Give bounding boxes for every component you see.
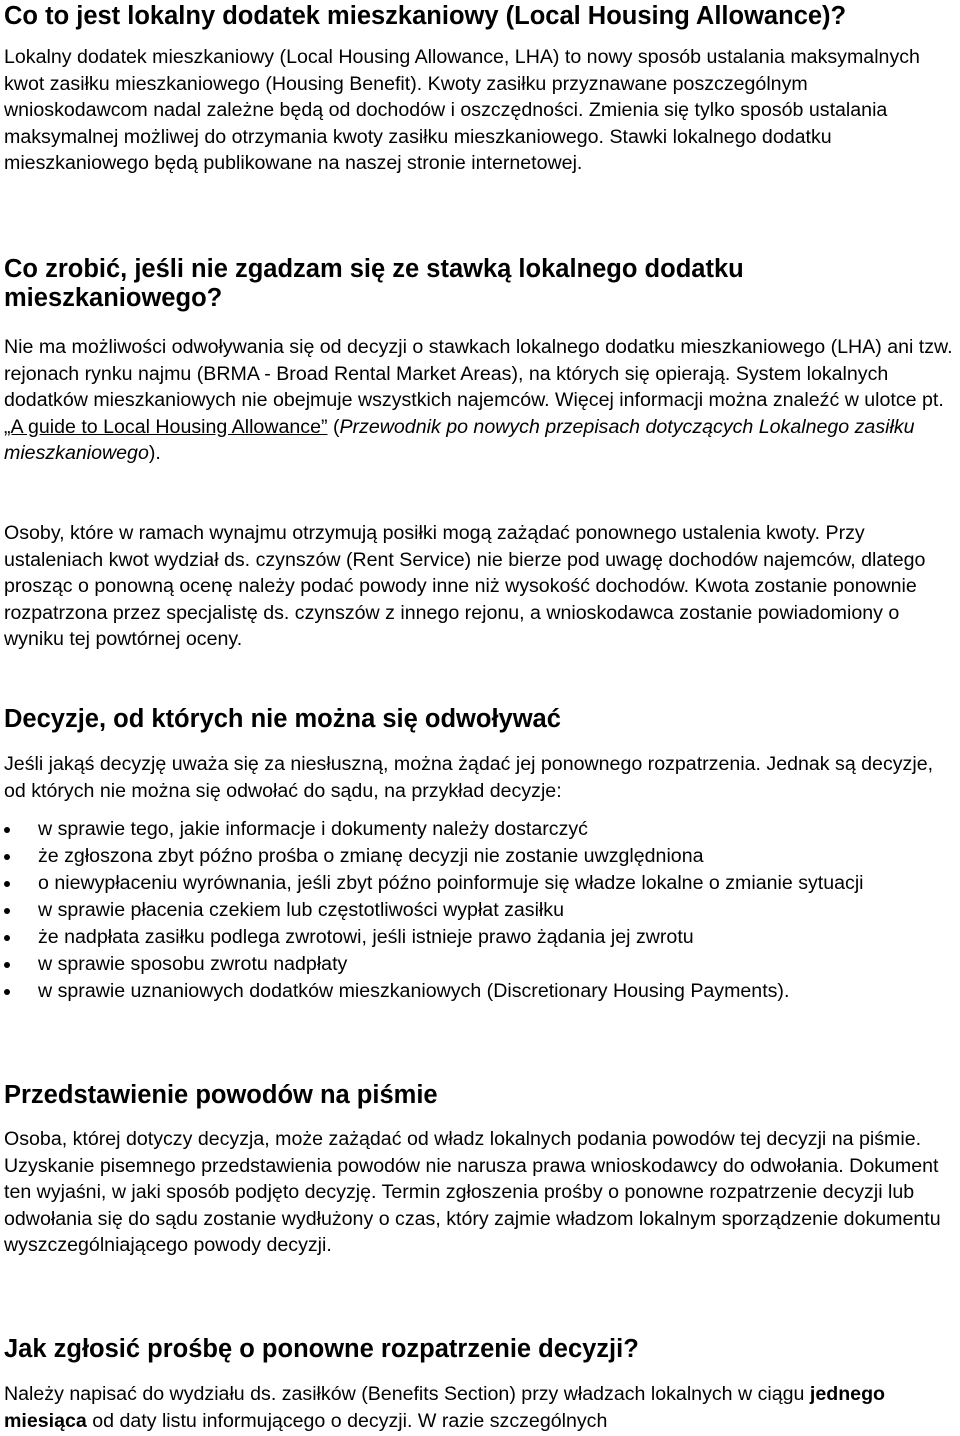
text-span: Należy napisać do wydziału ds. zasiłków (Benefits Section) przy władzach lokalnych w ciągu [4,1383,810,1405]
list-item-text: w sprawie płacenia czekiem lub częstotliwości wypłat zasiłku [38,899,564,921]
list-item [4,816,864,843]
bullet-icon [4,908,10,914]
paragraph-written-reasons: Osoba, której dotyczy decyzja, może zażądać od władz lokalnych podania powodów tej decyzji na piśmie. Uzyskanie pisemnego przedstawienia powodów nie narusza prawa wnioskodawcy do odwołania. Dokument ten wyjaśni, w jaki sposób podjęto decyzję. Termin zgłoszenia prośby o ponowne rozpatrzenie decyzji lub odwołania się do sądu zostanie wydłużony o czas, który zajmie władzom lokalnym sporządzenie dokumentu wyszczególniającego powody decyzji. [4,1128,941,1256]
paragraph-no-appeal-lha [4,334,956,467]
list-item-text: w sprawie sposobu zwrotu nadpłaty [38,953,348,975]
list-item-text: że nadpłata zasiłku podlega zwrotowi, jeśli istnieje prawo żądania jej zwrotu [38,926,694,948]
list-item-text: w sprawie uznaniowych dodatków mieszkaniowych (Discretionary Housing Payments). [38,980,790,1002]
paragraph-lha-intro: Lokalny dodatek mieszkaniowy (Local Housing Allowance, LHA) to nowy sposób ustalania maksymalnych kwot zasiłku mieszkaniowego (Housing Benefit). Kwoty zasiłku przyznawane poszczególnym wnioskodawcom nadal zależne będą od dochodów i oszczędności. Zmienia się tylko sposób ustalania maksymalnej możliwej do otrzymania kwoty zasiłku mieszkaniowego. Stawki lokalnego dodatku mieszkaniowego będą publikowane na naszej stronie internetowej. [4,46,920,174]
heading-disagree-with-rate: Co zrobić, jeśli nie zgadzam się ze stawką lokalnego dodatku mieszkaniowego? [4,255,744,312]
heading-non-appealable-decisions: Decyzje, od których nie można się odwoływać [4,705,561,733]
bullet-icon [4,827,10,833]
bullet-icon [4,935,10,941]
list-item-text: że zgłoszona zbyt późno prośba o zmianę decyzji nie zostanie uwzględniona [38,845,704,867]
list-item [4,978,864,1005]
bullet-icon [4,881,10,887]
paragraph-how-to-request [4,1381,956,1434]
bullet-icon [4,854,10,860]
paragraph-meals-reassessment: Osoby, które w ramach wynajmu otrzymują posiłki mogą zażądać ponownego ustalenia kwoty. Przy ustaleniach kwot wydział ds. czynszów (Rent Service) nie bierze pod uwagę dochodów najemców, dlatego prosząc o ponowną ocenę należy podać powody inne niż wysokość dochodów. Kwota zostanie ponownie rozpatrzona przez specjalistę ds. czynszów z innego rejonu, a wnioskodawca zostanie powiadomiony o wyniku tej powtórnej oceny. [4,522,926,650]
list-item [4,897,864,924]
heading-local-housing-allowance: Co to jest lokalny dodatek mieszkaniowy (Local Housing Allowance)? [4,2,847,30]
bullet-icon [4,989,10,995]
list-item [4,843,864,870]
list-item [4,870,864,897]
list-item [4,951,864,978]
heading-how-to-request: Jak zgłosić prośbę o ponowne rozpatrzenie decyzji? [4,1335,639,1363]
bullet-icon [4,962,10,968]
list-item-text: o niewypłaceniu wyrównania, jeśli zbyt późno poinformuje się władze lokalne o zmianie sytuacji [38,872,864,894]
deadline-emphasis: jednego miesiąca [4,1383,886,1432]
guide-title-translation: Przewodnik po nowych przepisach dotyczących Lokalnego zasiłku mieszkaniowego [4,415,915,464]
text-span: od daty listu informującego o decyzji. W razie szczególnych [86,1409,608,1432]
text-span: ( [327,415,340,438]
paragraph-reconsideration: Jeśli jakąś decyzję uważa się za niesłuszną, można żądać jej ponownego rozpatrzenia. Jednak są decyzje, od których nie można się odwołać do sądu, na przykład decyzje: [4,753,934,802]
text-span: Nie ma możliwości odwoływania się od decyzji o stawkach lokalnego dodatku mieszkaniowego (LHA) ani tzw. rejonach rynku najmu (BRMA - Broad Rental Market Areas), na których się opierają. System lokalnych dodatków mieszkaniowych nie obejmuje wszystkich najemców. Więcej informacji można znaleźć w ulotce pt. [4,336,953,411]
text-span: ). [148,442,161,464]
list-item-text: w sprawie tego, jakie informacje i dokumenty należy dostarczyć [38,818,588,840]
guide-link[interactable]: „A guide to Local Housing Allowance” [4,415,328,438]
non-appealable-list [4,816,864,1005]
heading-written-reasons: Przedstawienie powodów na piśmie [4,1081,438,1109]
list-item [4,924,864,951]
